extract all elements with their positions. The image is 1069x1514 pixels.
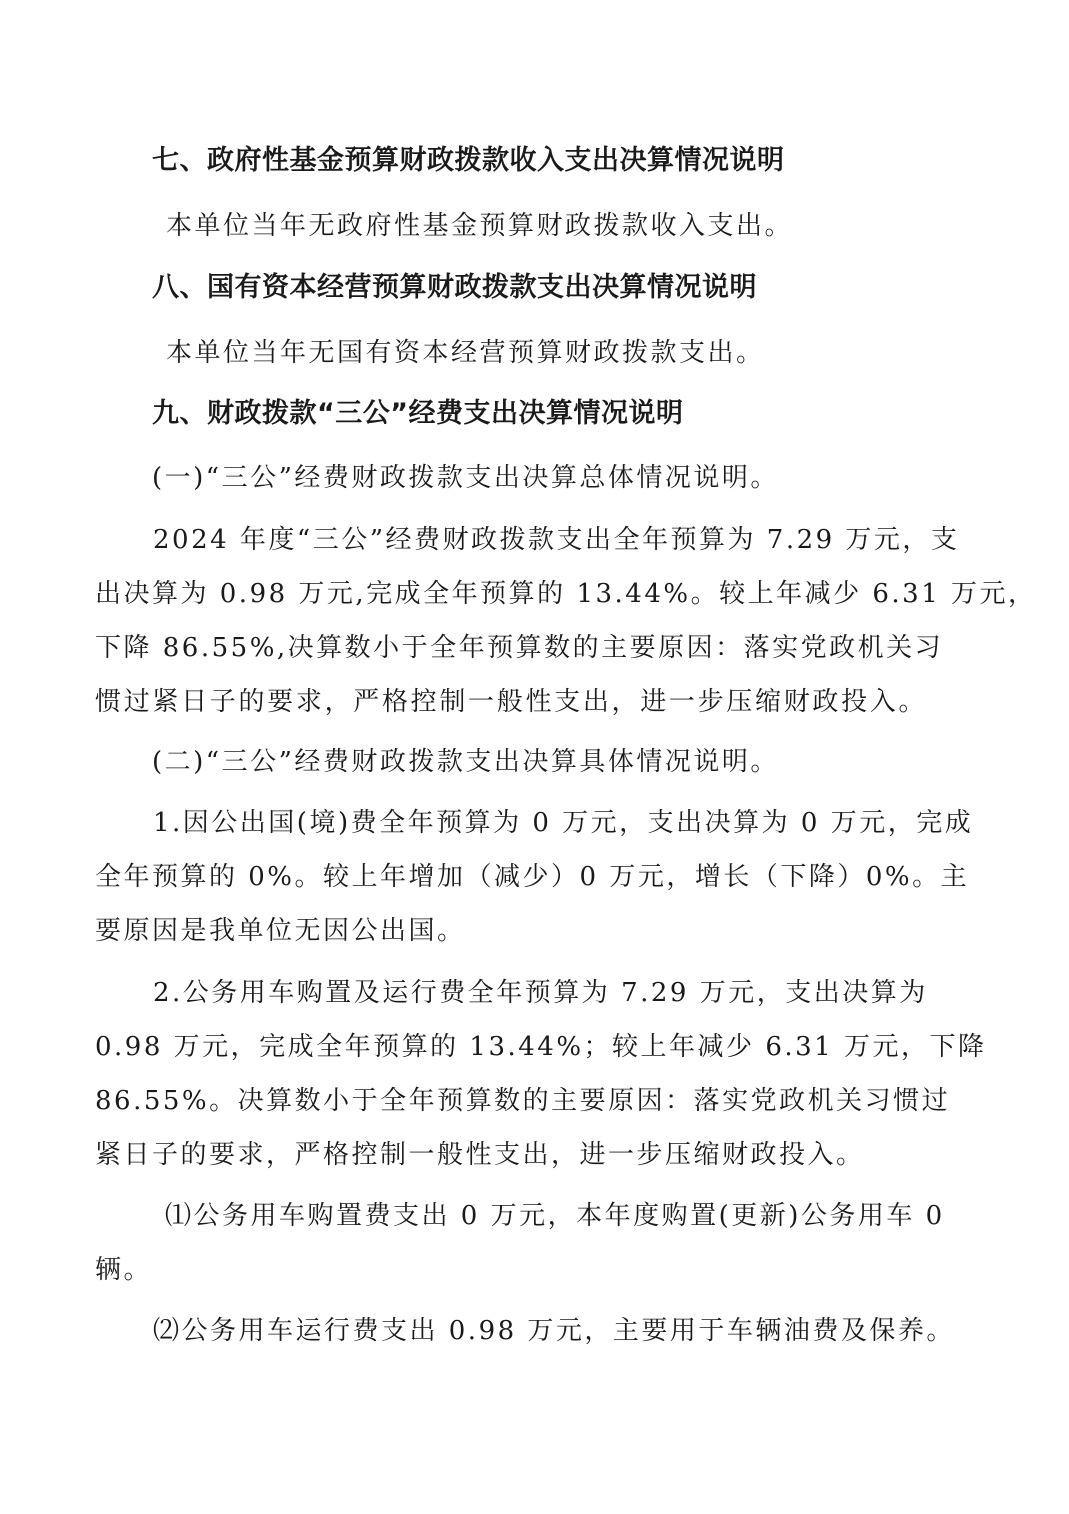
paragraph-line: 紧日子的要求，严格控制一般性支出，进一步压缩财政投入。	[95, 1140, 865, 1170]
paragraph-line: 2024 年度“三公”经费财政拨款支出全年预算为 7.29 万元，支	[153, 525, 960, 555]
paragraph-line: 86.55%。决算数小于全年预算数的主要原因：落实党政机关习惯过	[95, 1086, 951, 1116]
section-9-heading: 九、财政拨款“三公”经费支出决算情况说明	[152, 398, 684, 429]
paragraph-line: 惯过紧日子的要求，严格控制一般性支出，进一步压缩财政投入。	[95, 687, 927, 717]
section-7-body: 本单位当年无政府性基金预算财政拨款收入支出。	[166, 211, 794, 241]
section-7-heading: 七、政府性基金预算财政拨款收入支出决算情况说明	[152, 145, 785, 176]
paragraph-line: 1.因公出国(境)费全年预算为 0 万元，支出决算为 0 万元，完成	[153, 808, 974, 838]
paragraph-line: 辆。	[95, 1255, 153, 1285]
paragraph-line: 全年预算的 0%。较上年增加（减少）0 万元，增长（下降）0%。主	[95, 862, 970, 892]
paragraph-line: 2.公务用车购置及运行费全年预算为 7.29 万元，支出决算为	[153, 978, 928, 1008]
paragraph-line: ⑴公务用车购置费支出 0 万元，本年度购置(更新)公务用车 0	[165, 1201, 945, 1231]
subsection-2-title: (二)“三公”经费财政拨款支出决算具体情况说明。	[152, 747, 779, 777]
section-8-body: 本单位当年无国有资本经营预算财政拨款支出。	[166, 338, 765, 368]
section-8-heading: 八、国有资本经营预算财政拨款支出决算情况说明	[152, 272, 757, 303]
paragraph-line: 0.98 万元，完成全年预算的 13.44%；较上年减少 6.31 万元，下降	[95, 1032, 987, 1062]
subsection-1-title: (一)“三公”经费财政拨款支出决算总体情况说明。	[152, 463, 779, 493]
paragraph-line: ⑵公务用车运行费支出 0.98 万元，主要用于车辆油费及保养。	[153, 1316, 955, 1346]
paragraph-line: 下降 86.55%,决算数小于全年预算数的主要原因：落实党政机关习	[95, 633, 944, 663]
paragraph-line: 出决算为 0.98 万元,完成全年预算的 13.44%。较上年减少 6.31 万元，	[95, 579, 1037, 609]
paragraph-line: 要原因是我单位无因公出国。	[95, 916, 466, 946]
